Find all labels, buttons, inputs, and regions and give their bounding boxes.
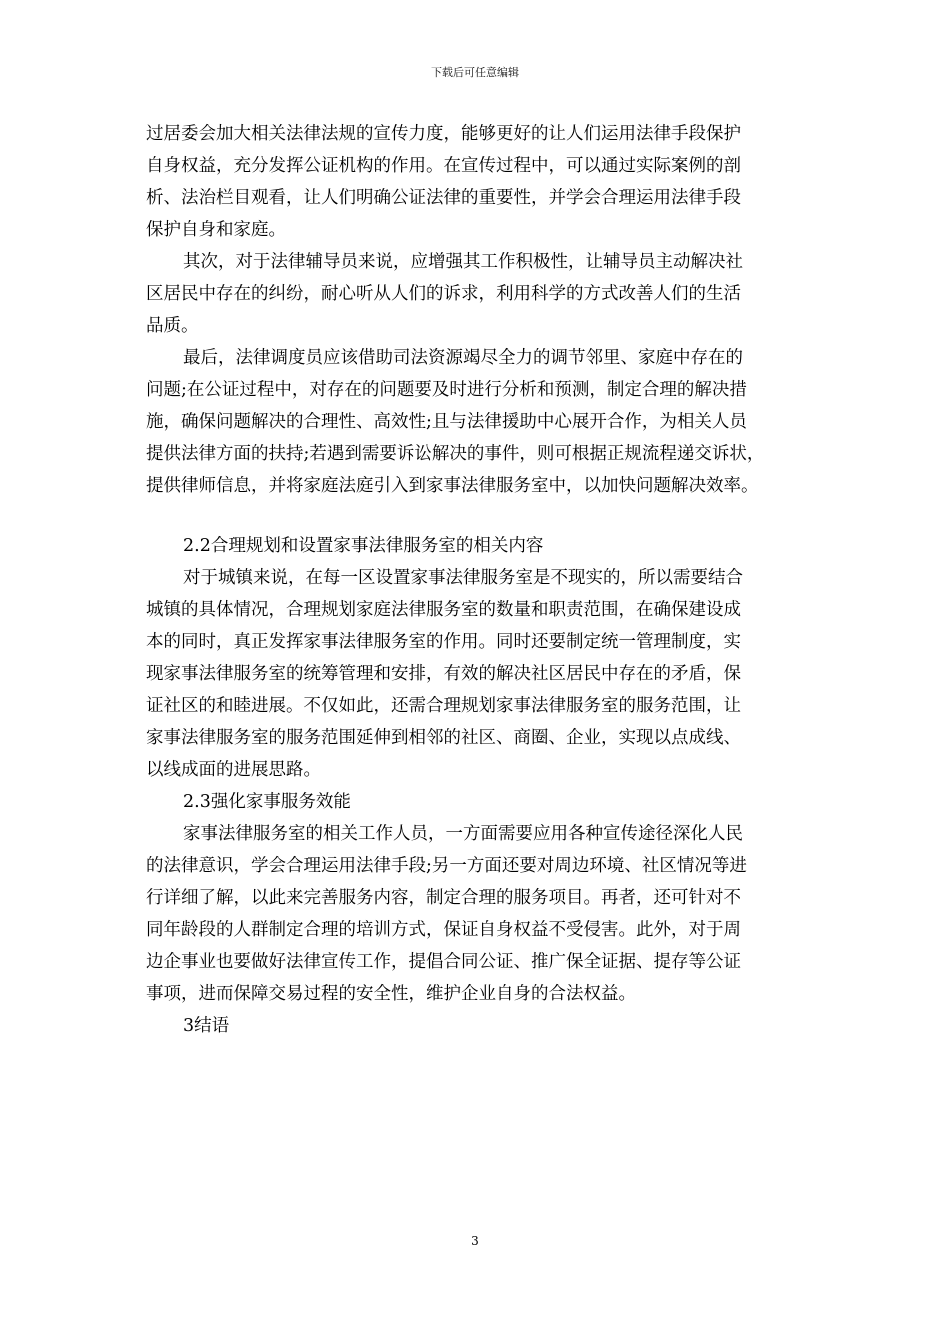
text-line: 问题;在公证过程中，对存在的问题要及时进行分析和预测，制定合理的解决措 — [146, 380, 747, 400]
text-line: 的法律意识，学会合理运用法律手段;另一方面还要对周边环境、社区情况等进 — [146, 856, 747, 876]
text-line: 最后，法律调度员应该借助司法资源竭尽全力的调节邻里、家庭中存在的 — [183, 348, 743, 368]
paragraph-gap — [146, 502, 816, 530]
text-line: 现家事法律服务室的统筹管理和安排，有效的解决社区居民中存在的矛盾，保 — [146, 664, 741, 684]
text-line: 同年龄段的人群制定合理的培训方式，保证自身权益不受侵害。此外，对于周 — [146, 920, 741, 940]
text-line: 行详细了解，以此来完善服务内容，制定合理的服务项目。再者，还可针对不 — [146, 888, 741, 908]
section-heading: 2.2合理规划和设置家事法律服务室的相关内容 — [183, 536, 544, 556]
paragraph-mediators — [146, 342, 816, 502]
section-heading-2-3 — [146, 786, 816, 818]
text-line: 城镇的具体情况，合理规划家庭法律服务室的数量和职责范围，在确保建设成 — [146, 600, 741, 620]
text-line: 事项，进而保障交易过程的安全性，维护企业自身的合法权益。 — [146, 984, 636, 1004]
text-line: 其次，对于法律辅导员来说，应增强其工作积极性，让辅导员主动解决社 — [183, 252, 743, 272]
section-heading-2-2 — [146, 530, 816, 562]
paragraph-planning — [146, 562, 816, 786]
text-line: 以线成面的进展思路。 — [146, 760, 321, 780]
text-line: 证社区的和睦进展。不仅如此，还需合理规划家事法律服务室的服务范围，让 — [146, 696, 741, 716]
text-line: 析、法治栏目观看，让人们明确公证法律的重要性，并学会合理运用法律手段 — [146, 188, 741, 208]
paragraph-continuation — [146, 118, 816, 246]
text-line: 边企事业也要做好法律宣传工作，提倡合同公证、推广保全证据、提存等公证 — [146, 952, 741, 972]
section-heading: 2.3强化家事服务效能 — [183, 792, 351, 812]
text-line: 提供法律方面的扶持;若遇到需要诉讼解决的事件，则可根据正规流程递交诉状， — [146, 444, 765, 464]
paragraph-counselors — [146, 246, 816, 342]
text-line: 家事法律服务室的服务范围延伸到相邻的社区、商圈、企业，实现以点成线、 — [146, 728, 741, 748]
text-line: 自身权益，充分发挥公证机构的作用。在宣传过程中，可以通过实际案例的剖 — [146, 156, 741, 176]
section-heading-3 — [146, 1010, 816, 1042]
text-line: 本的同时，真正发挥家事法律服务室的作用。同时还要制定统一管理制度，实 — [146, 632, 741, 652]
text-line: 过居委会加大相关法律法规的宣传力度，能够更好的让人们运用法律手段保护 — [146, 124, 741, 144]
text-line: 对于城镇来说，在每一区设置家事法律服务室是不现实的，所以需要结合 — [183, 568, 743, 588]
page-header: 下载后可任意编辑 — [431, 66, 519, 79]
section-heading: 3结语 — [183, 1016, 230, 1036]
document-body — [146, 118, 816, 1042]
paragraph-efficiency — [146, 818, 816, 1010]
text-line: 品质。 — [146, 316, 199, 336]
text-line: 区居民中存在的纠纷，耐心听从人们的诉求，利用科学的方式改善人们的生活 — [146, 284, 741, 304]
text-line: 施，确保问题解决的合理性、高效性;且与法律援助中心展开合作，为相关人员 — [146, 412, 747, 432]
text-line: 家事法律服务室的相关工作人员，一方面需要应用各种宣传途径深化人民 — [183, 824, 743, 844]
text-line: 保护自身和家庭。 — [146, 220, 286, 240]
text-line: 提供律师信息，并将家庭法庭引入到家事法律服务室中，以加快问题解决效率。 — [146, 476, 759, 496]
page-number: 3 — [471, 1234, 479, 1248]
